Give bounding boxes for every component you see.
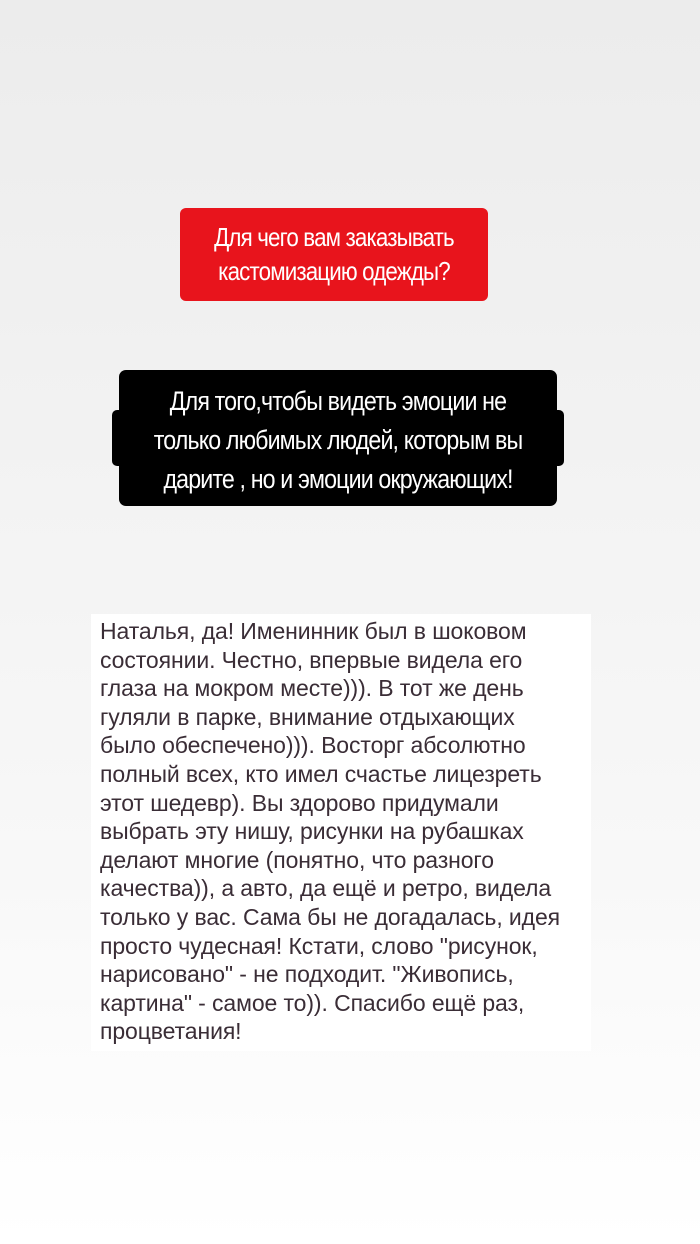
review-line: этот шедевр). Вы здорово придумали bbox=[100, 789, 499, 816]
review-line: глаза на мокром месте))). В тот же день bbox=[100, 675, 524, 702]
question-line: Для чего вам заказывать bbox=[214, 222, 454, 252]
review-line: нарисовано" - не подходит. "Живопись, bbox=[100, 961, 514, 988]
review-line: просто чудесная! Кстати, слово "рисунок, bbox=[100, 932, 538, 959]
review-line: картина" - самое то)). Спасибо ещё раз, bbox=[100, 989, 525, 1016]
review-line: качества)), а авто, да ещё и ретро, видела bbox=[100, 875, 552, 902]
answer-line: только любимых людей, которым вы bbox=[153, 425, 523, 455]
question-card bbox=[180, 208, 488, 301]
answer-card-notch-left bbox=[112, 410, 120, 466]
review-line: выбрать эту нишу, рисунки на рубашках bbox=[100, 818, 524, 845]
question-line: кастомизацию одежды? bbox=[218, 256, 450, 286]
review-line: было обеспечено))). Восторг абсолютно bbox=[100, 732, 526, 759]
answer-card-notch-right bbox=[556, 410, 564, 466]
answer-line: Для того,чтобы видеть эмоции не bbox=[169, 386, 507, 416]
review-line: полный всех, кто имел счастье лицезреть bbox=[100, 760, 542, 787]
review-line: только у вас. Сама бы не догадалась, идея bbox=[100, 903, 561, 930]
review-line: делают многие (понятно, что разного bbox=[100, 846, 494, 873]
review-line: состоянии. Честно, впервые видела его bbox=[100, 646, 523, 673]
answer-line: дарите , но и эмоции окружающих! bbox=[163, 464, 513, 494]
review-line: процветания! bbox=[100, 1018, 242, 1045]
review-line: Наталья, да! Именинник был в шоковом bbox=[100, 618, 527, 644]
review-screenshot-card bbox=[91, 614, 591, 1051]
answer-card bbox=[119, 370, 557, 506]
review-line: гуляли в парке, внимание отдыхающих bbox=[100, 703, 515, 730]
